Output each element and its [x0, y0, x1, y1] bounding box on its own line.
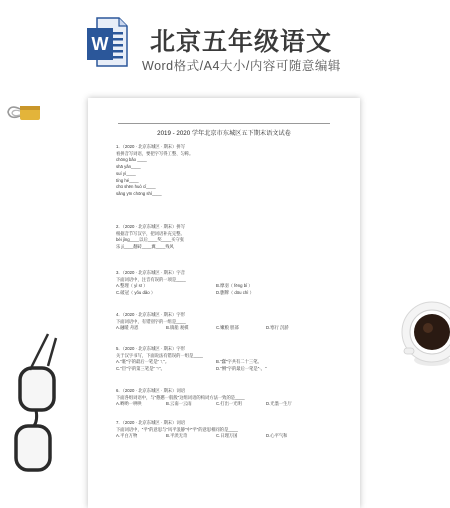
option: D.删牌（ dōu chì ）: [216, 290, 254, 296]
option-row: [116, 433, 287, 440]
option: D.心平气和: [266, 433, 288, 439]
question-line: tíng hé____: [116, 177, 139, 183]
option: D.寒行 沉骄: [266, 325, 289, 331]
option: C.破冠（ yǒu dǎo ）: [116, 290, 156, 296]
option: A.整理（ yì sī ）: [116, 283, 148, 289]
question-6: [116, 388, 292, 408]
option: A.融暖 舟恩: [116, 325, 139, 331]
option: C.打出一光明: [216, 401, 242, 407]
option-row: [116, 290, 254, 297]
question-4: [116, 312, 289, 332]
question-line: chōng bǎo ____: [116, 157, 147, 163]
option: C.嫩粮 胆部: [216, 325, 239, 331]
option: B."蠢"字共有二十三笔。: [216, 359, 262, 365]
question-line: 关于汉字书写，下面说法有错误的一组是____: [116, 352, 203, 358]
question-stem: 7．（2020 · 北京东城区 · 期末）词语: [116, 420, 185, 425]
page-subtitle: Word格式/A4大小/内容可随意编辑: [142, 59, 341, 73]
question-stem: 5．（2020 · 北京东城区 · 期末）字形: [116, 346, 185, 351]
option: B.平淡无奇: [166, 433, 188, 439]
question-stem: 2．（2020 · 北京东城区 · 期末）拼写: [116, 224, 185, 229]
question-line: bèi jǐng____以后____奖____买守张: [116, 237, 185, 243]
coffee-cup-decoration: [398, 296, 450, 368]
word-icon-letter: W: [91, 34, 109, 54]
question-stem: 3．（2020 · 北京东城区 · 期末）字音: [116, 270, 185, 275]
question-5: [116, 346, 267, 373]
question-7: [116, 420, 287, 440]
question-line: 根据音节写汉字，把词语补充完整。: [116, 230, 185, 236]
option: A."裹"字的最后一笔是"ㄟ"。: [116, 359, 170, 365]
question-line: 看拼音写词语，要把字写得工整、匀称。: [116, 150, 194, 156]
question-line: 下面各组词语中，与"憨憨一般般"这组词语的构词方法一致的是____: [116, 394, 245, 400]
option: A.哟哟一哄哄: [116, 401, 142, 407]
document-title: 2019 - 2020 学年北京市东城区五下期末语文试卷: [157, 130, 291, 137]
question-line: 下面词语中，注音有误的一项是____: [116, 276, 186, 282]
question-line: shā yǎn____: [116, 164, 141, 170]
header-rule: [118, 123, 330, 124]
question-stem: 1．（2020 · 北京东城区 · 期末）拼写: [116, 144, 185, 149]
question-stem: 6．（2020 · 北京东城区 · 期末）词语: [116, 388, 185, 393]
option: D.光墨一生厅: [266, 401, 292, 407]
binder-clip-decoration: [6, 100, 42, 126]
option-row: [116, 325, 289, 332]
question-line: 下面词语中，有错别字的一组是____: [116, 318, 186, 324]
option: C."臣"字的第三笔是"ㄱ"。: [116, 366, 165, 372]
option-row: [116, 366, 267, 373]
option: D."侧"字的最后一笔是"·。": [216, 366, 267, 372]
option-row: [116, 401, 292, 408]
question-line: 乐 jí____翻砖____翼____残风: [116, 244, 174, 250]
option: A.平白万物: [116, 433, 138, 439]
question-1: [116, 144, 193, 198]
page-title: 北京五年级语文: [150, 28, 333, 56]
question-line: chū shēn huò cǐ____: [116, 184, 156, 190]
eyeglasses-decoration: [8, 330, 70, 480]
header-banner: [0, 0, 450, 80]
word-document-icon: [85, 16, 129, 68]
question-line: 下面词语中，"平"的意思与"风平浪静"中"平"的意思相同的是____: [116, 426, 238, 432]
question-2: [116, 224, 185, 251]
question-line: sǎng yīn chōng shí____: [116, 190, 162, 196]
question-line: suí yì____: [116, 170, 136, 176]
question-stem: 4．（2020 · 北京东城区 · 期末）字形: [116, 312, 185, 317]
option: B.摩羽（ fēng bǐ ）: [216, 283, 253, 289]
document-page: [88, 98, 360, 508]
option: C.日理万国: [216, 433, 238, 439]
option: B.镇船 观棋: [166, 325, 189, 331]
option: B.云南一云雨: [166, 401, 192, 407]
question-3: [116, 270, 254, 297]
